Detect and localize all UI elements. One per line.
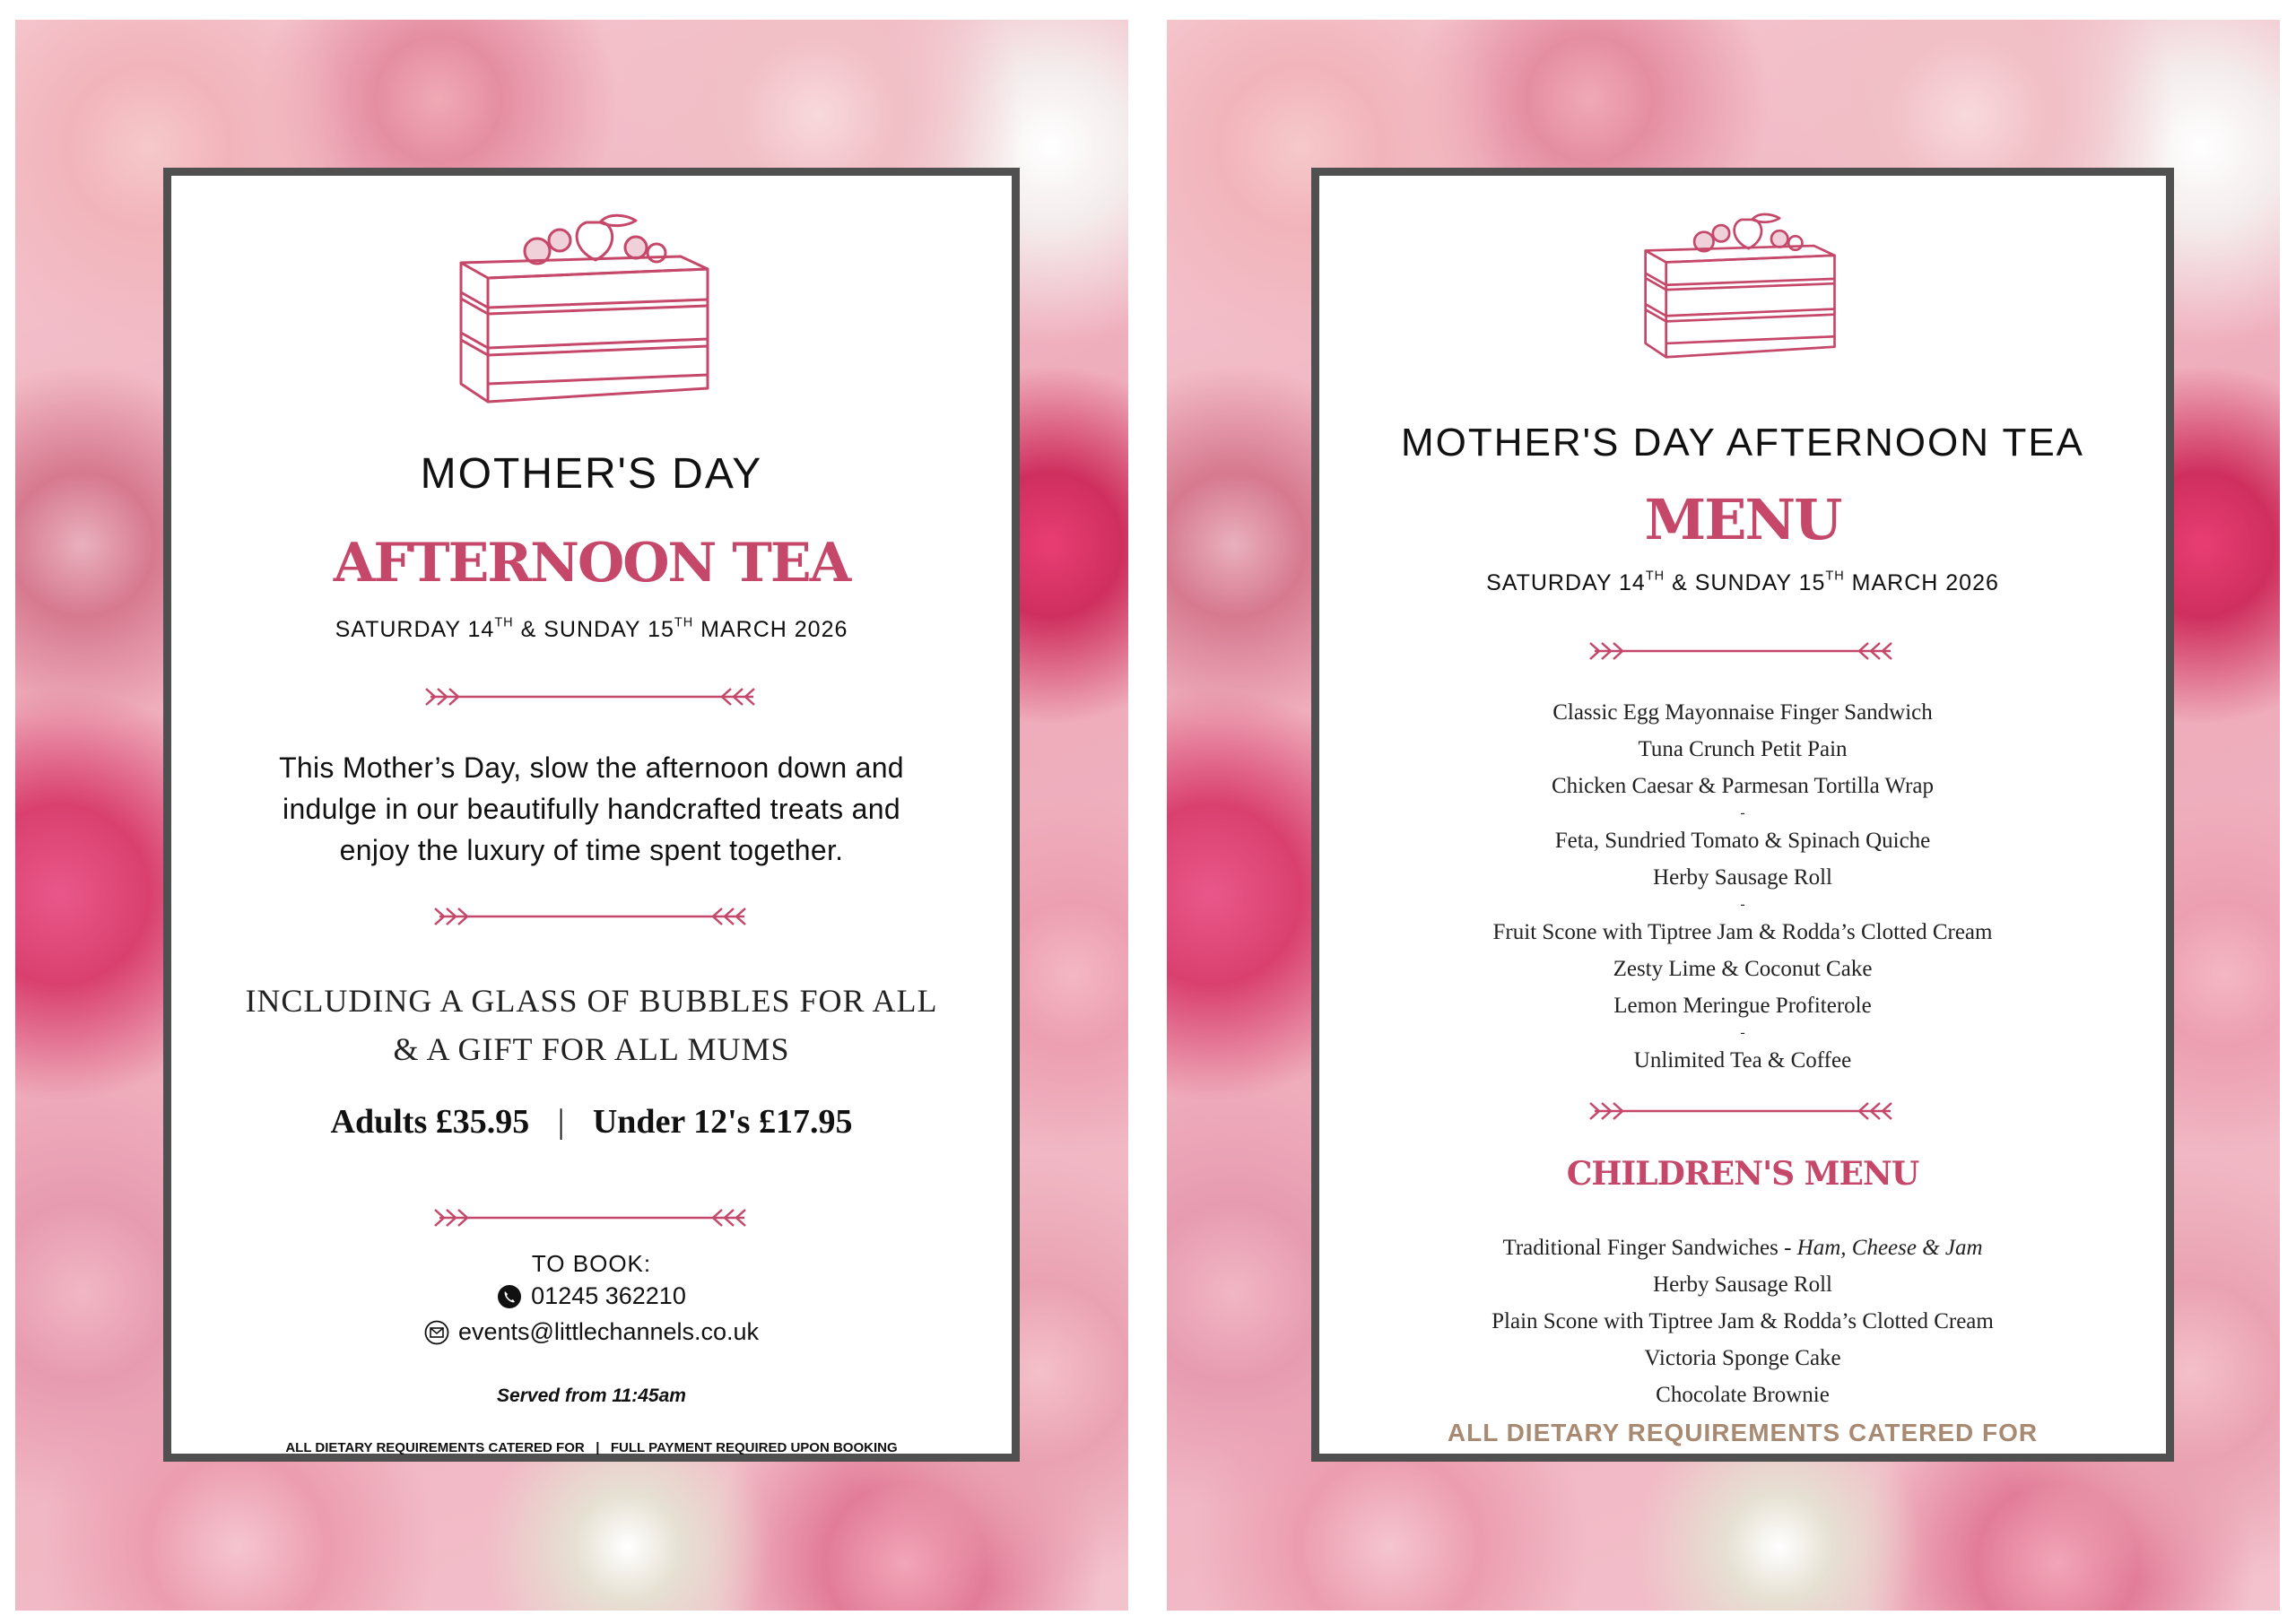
- served-time: Served from 11:45am: [497, 1385, 686, 1406]
- menu-item: Tuna Crunch Petit Pain: [1638, 737, 1848, 761]
- event-date: SATURDAY 14TH & SUNDAY 15TH MARCH 2026: [335, 615, 848, 642]
- event-date: SATURDAY 14TH & SUNDAY 15TH MARCH 2026: [1486, 569, 1999, 595]
- menu-item: Fruit Scone with Tiptree Jam & Rodda’s Clotted Cream: [1492, 920, 1993, 944]
- arrow-divider-icon: [422, 683, 762, 710]
- page-title: MOTHER'S DAY: [420, 450, 763, 498]
- arrow-divider-icon: [1586, 1098, 1900, 1125]
- menu-item: Victoria Sponge Cake: [1644, 1346, 1841, 1370]
- menu-item: Chocolate Brownie: [1656, 1383, 1830, 1407]
- email-address[interactable]: events@littlechannels.co.uk: [457, 1318, 760, 1345]
- menu-separator: -: [1740, 897, 1745, 912]
- phone-icon: [497, 1284, 522, 1309]
- offer-text: INCLUDING A GLASS OF BUBBLES FOR ALL & A GIFT FOR ALL MUMS: [245, 983, 938, 1067]
- menu-separator: -: [1740, 805, 1745, 821]
- intro-text: This Mother’s Day, slow the afternoon down and indulge in our beautifully handcrafted treats and enjoy the luxury of time spent together.: [279, 751, 904, 866]
- booking-label: TO BOOK:: [531, 1250, 652, 1277]
- promo-flyer: [15, 20, 1128, 1611]
- menu-heading: MENU: [1644, 487, 1841, 552]
- menu-item: Feta, Sundried Tomato & Spinach Quiche: [1554, 829, 1931, 853]
- email-line: [171, 1318, 1012, 1346]
- menu-flyer: [1167, 20, 2280, 1611]
- menu-separator: -: [1740, 1025, 1745, 1040]
- cake-illustration-icon: [452, 213, 721, 415]
- arrow-divider-icon: [1586, 638, 1900, 664]
- menu-title: MOTHER'S DAY AFTERNOON TEA: [1400, 421, 2085, 465]
- menu-item: Lemon Meringue Profiterole: [1613, 994, 1872, 1018]
- menu-item: Herby Sausage Roll: [1653, 865, 1832, 890]
- afternoon-tea-heading: AFTERNOON TEA: [333, 532, 850, 595]
- menu-item: Classic Egg Mayonnaise Finger Sandwich: [1552, 700, 1933, 725]
- phone-number[interactable]: 01245 362210: [531, 1282, 686, 1309]
- dietary-footer: ALL DIETARY REQUIREMENTS CATERED FOR: [1447, 1419, 2039, 1446]
- childrens-menu-items: [1319, 1229, 2166, 1413]
- cake-illustration-icon: [1639, 212, 1845, 369]
- menu-item: Traditional Finger Sandwiches - Ham, Cheese & Jam: [1502, 1236, 1983, 1260]
- phone-line: [171, 1282, 1012, 1310]
- menu-items: [1319, 694, 2166, 1079]
- arrow-divider-icon: [430, 903, 753, 930]
- promo-card: [163, 168, 1020, 1462]
- menu-item: Chicken Caesar & Parmesan Tortilla Wrap: [1551, 774, 1935, 798]
- menu-item: Unlimited Tea & Coffee: [1633, 1048, 1852, 1073]
- childrens-menu-heading: CHILDREN'S MENU: [1566, 1155, 1919, 1193]
- pricing: Adults £35.95 | Under 12's £17.95: [330, 1103, 853, 1141]
- menu-item: Herby Sausage Roll: [1653, 1272, 1832, 1297]
- menu-card: [1311, 168, 2174, 1462]
- email-icon: [424, 1320, 449, 1345]
- footer-note: ALL DIETARY REQUIREMENTS CATERED FOR | FULL PAYMENT REQUIRED UPON BOOKING: [285, 1440, 898, 1455]
- menu-item: Zesty Lime & Coconut Cake: [1613, 957, 1873, 981]
- arrow-divider-icon: [430, 1204, 753, 1231]
- menu-item: Plain Scone with Tiptree Jam & Rodda’s Clotted Cream: [1492, 1309, 1994, 1333]
